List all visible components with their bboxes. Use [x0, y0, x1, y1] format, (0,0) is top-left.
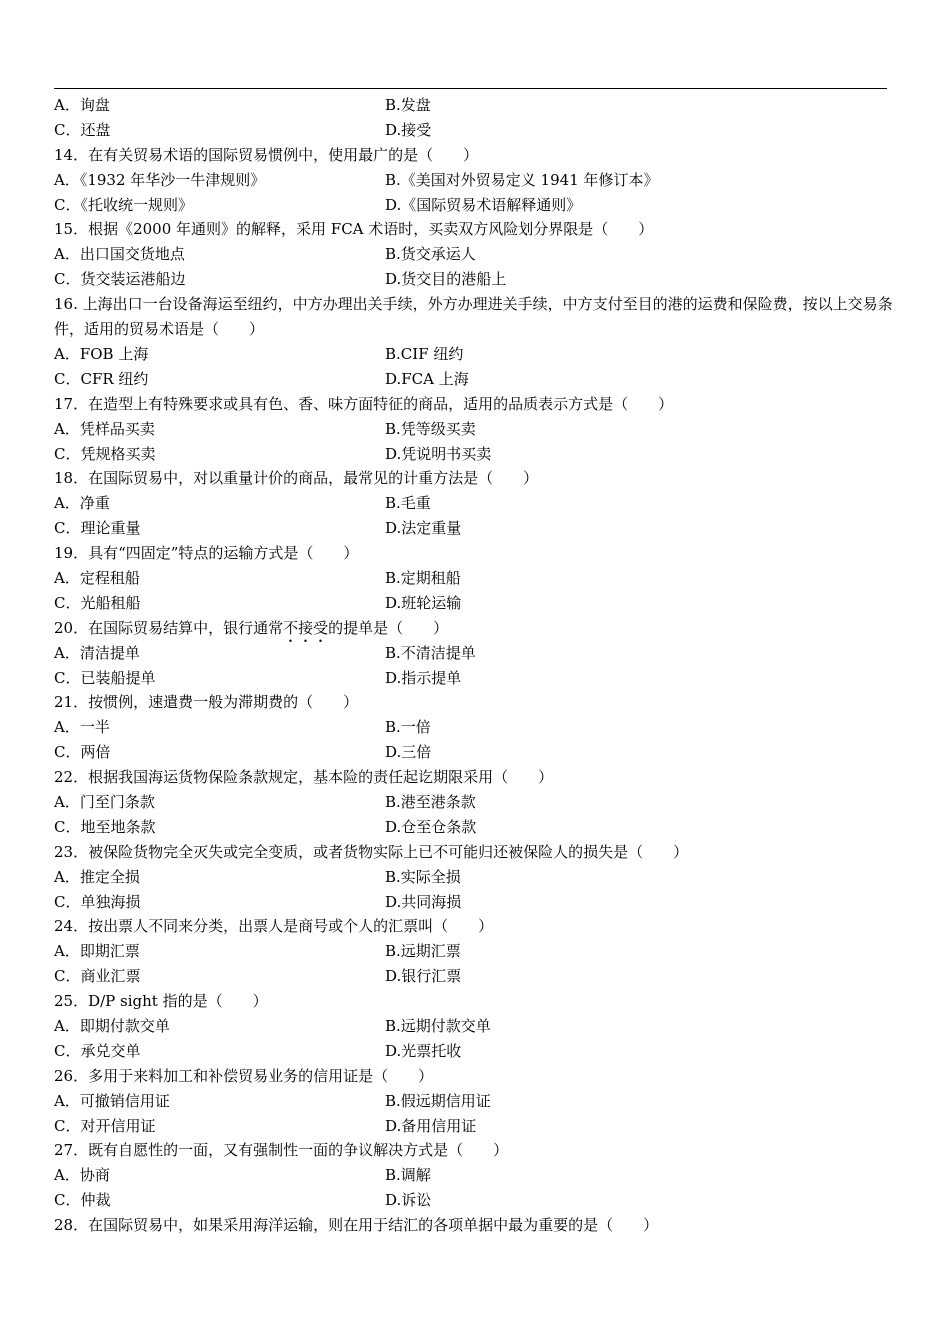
option-left: A．FOB 上海: [54, 344, 149, 363]
question-stem: 17．在造型上有特殊要求或具有色、香、味方面特征的商品，适用的品质表示方式是（ ）: [54, 394, 674, 413]
option-row: [54, 516, 896, 541]
option-left: C．《托收统一规则》: [54, 195, 193, 214]
option-left: C．单独海损: [54, 892, 141, 911]
option-left: C．商业汇票: [54, 967, 141, 986]
question-stem: 27．既有自愿性的一面，又有强制性一面的争议解决方式是（ ）: [54, 1141, 509, 1160]
option-right: B.定期租船: [385, 568, 461, 587]
option-row: [54, 815, 896, 840]
option-right: D.法定重量: [385, 519, 462, 538]
option-right: D.货交目的港船上: [385, 270, 507, 289]
option-row: [54, 641, 896, 666]
option-left: A．出口国交货地点: [54, 245, 185, 264]
option-right: D.班轮运输: [385, 593, 462, 612]
option-row: [54, 1114, 896, 1139]
option-right: D.凭说明书买卖: [385, 444, 492, 463]
question-stem: 20．在国际贸易结算中，银行通常不接受的提单是（ ）: [54, 618, 449, 637]
option-left: C．两倍: [54, 743, 111, 762]
option-right: D.三倍: [385, 743, 432, 762]
option-right: D.诉讼: [385, 1191, 432, 1210]
option-right: B.不清洁提单: [385, 643, 476, 662]
option-right: B.毛重: [385, 494, 431, 513]
option-row: [54, 1039, 896, 1064]
question-stem: 21．按惯例，速遣费一般为滞期费的（ ）: [54, 693, 359, 712]
option-right: B.货交承运人: [385, 245, 476, 264]
option-row: [54, 242, 896, 267]
option-row: [54, 168, 896, 193]
option-left: C．光船租船: [54, 593, 141, 612]
option-left: C．已装船提单: [54, 668, 156, 687]
option-left: A．协商: [54, 1166, 110, 1185]
option-right: B.远期付款交单: [385, 1016, 491, 1035]
question-stem: 14．在有关贸易术语的国际贸易惯例中，使用最广的是（ ）: [54, 145, 479, 164]
option-row: [54, 1163, 896, 1188]
option-right: B.凭等级买卖: [385, 419, 476, 438]
option-row: [54, 491, 896, 516]
question-stem: 23．被保险货物完全灭失或完全变质，或者货物实际上已不可能归还被保险人的损失是（ ）: [54, 842, 689, 861]
option-left: A．即期付款交单: [54, 1016, 170, 1035]
option-left: C．理论重量: [54, 519, 141, 538]
option-row: [54, 193, 896, 218]
option-right: D.共同海损: [385, 892, 462, 911]
option-left: C．货交装运港船边: [54, 270, 186, 289]
option-left: A．可撤销信用证: [54, 1091, 170, 1110]
option-right: B.CIF 纽约: [385, 344, 464, 363]
question-stem: 28．在国际贸易中，如果采用海洋运输，则在用于结汇的各项单据中最为重要的是（ ）: [54, 1216, 659, 1235]
question-stem: 18．在国际贸易中，对以重量计价的商品，最常见的计重方法是（ ）: [54, 469, 539, 488]
option-row: [54, 267, 896, 292]
option-right: B.远期汇票: [385, 942, 461, 961]
option-left: C．CFR 纽约: [54, 369, 149, 388]
option-left: A．清洁提单: [54, 643, 140, 662]
option-row: [54, 1188, 896, 1213]
option-right: B.《美国对外贸易定义 1941 年修订本》: [385, 170, 659, 189]
option-left: A．即期汇票: [54, 942, 140, 961]
option-left: A．定程租船: [54, 568, 140, 587]
option-row: [54, 367, 896, 392]
option-left: A．一半: [54, 718, 110, 737]
option-row: [54, 865, 896, 890]
option-row: [54, 939, 896, 964]
question-stem: 22．根据我国海运货物保险条款规定，基本险的责任起讫期限采用（ ）: [54, 768, 554, 787]
option-right: D.仓至仓条款: [385, 817, 477, 836]
option-right: B.调解: [385, 1166, 431, 1185]
option-left: C．凭规格买卖: [54, 444, 156, 463]
option-left: C．地至地条款: [54, 817, 156, 836]
option-left: A．门至门条款: [54, 792, 155, 811]
option-row: [54, 591, 896, 616]
option-left: C．承兑交单: [54, 1041, 141, 1060]
option-right: B.港至港条款: [385, 792, 476, 811]
option-left: A．推定全损: [54, 867, 140, 886]
option-row: [54, 964, 896, 989]
option-row: [54, 666, 896, 691]
option-row: [54, 442, 896, 467]
option-left: A．《1932 年华沙一牛津规则》: [54, 170, 266, 189]
option-row: [54, 1089, 896, 1114]
option-row: [54, 118, 896, 143]
option-left: A．净重: [54, 494, 110, 513]
option-row: [54, 890, 896, 915]
option-right: D.银行汇票: [385, 967, 462, 986]
option-left: C．仲裁: [54, 1191, 111, 1210]
header-rule: [54, 88, 887, 89]
option-left: A．凭样品买卖: [54, 419, 155, 438]
question-stem: 24．按出票人不同来分类，出票人是商号或个人的汇票叫（ ）: [54, 917, 494, 936]
question-stem: 15．根据《2000 年通则》的解释，采用 FCA 术语时，买卖双方风险划分界限是（ ）: [54, 220, 654, 239]
question-stem: 19．具有“四固定”特点的运输方式是（ ）: [54, 544, 359, 563]
option-right: B.假远期信用证: [385, 1091, 491, 1110]
option-row: [54, 93, 896, 118]
option-left: C．还盘: [54, 120, 111, 139]
option-right: D.接受: [385, 120, 432, 139]
option-row: [54, 790, 896, 815]
option-right: B.发盘: [385, 96, 431, 114]
option-right: B.一倍: [385, 718, 431, 737]
option-right: D.《国际贸易术语解释通则》: [385, 195, 582, 214]
option-right: D.光票托收: [385, 1041, 462, 1060]
option-row: [54, 740, 896, 765]
question-list: [54, 93, 896, 1238]
option-left: C．对开信用证: [54, 1116, 156, 1135]
question-stem: 26．多用于来料加工和补偿贸易业务的信用证是（ ）: [54, 1066, 434, 1085]
option-right: B.实际全损: [385, 867, 461, 886]
option-row: [54, 715, 896, 740]
emphasis-dots: 不接受: [283, 618, 329, 637]
option-row: [54, 342, 896, 367]
option-right: D.FCA 上海: [385, 369, 469, 388]
option-left: A．询盘: [54, 96, 110, 114]
question-stem: 16. 上海出口一台设备海运至纽约，中方办理出关手续，外方办理进关手续，中方支付至目的港的运费和保险费，按以上交易条件，适用的贸易术语是（ ）: [54, 295, 893, 339]
question-stem: 25．D/P sight 指的是（ ）: [54, 992, 268, 1011]
option-right: D.备用信用证: [385, 1116, 477, 1135]
option-right: D.指示提单: [385, 668, 462, 687]
option-row: [54, 1014, 896, 1039]
option-row: [54, 566, 896, 591]
option-row: [54, 417, 896, 442]
